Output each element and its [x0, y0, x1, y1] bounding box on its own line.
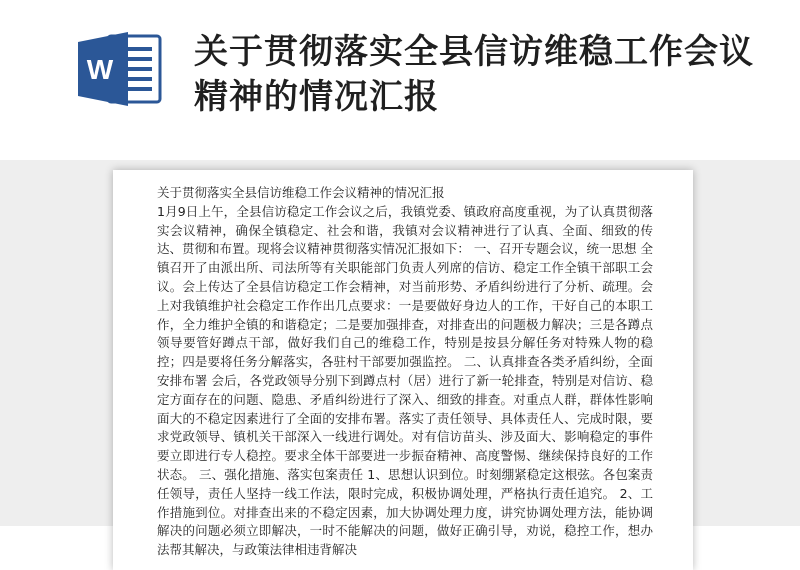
page-title: 关于贯彻落实全县信访维稳工作会议精神的情况汇报: [194, 32, 754, 117]
document-content: [157, 184, 653, 560]
word-document-icon: [76, 30, 164, 108]
document-body: 1月9日上午，全县信访稳定工作会议之后，我镇党委、镇政府高度重视，为了认真贯彻落实会议精神，确保全镇稳定、社会和谐，我镇对会议精神进行了认真、全面、细致的传达、贯彻和布置。现将会议精神贯彻落实情况汇报如下： 一、召开专题会议，统一思想 全镇召开了由派出所、司法所等有关职能部门负责人列席的信访、稳定工作全镇干部职工会议。会上传达了全县信访稳定工作会精神，对当前形势、矛盾纠纷进行了分析、疏理。会上对我镇维护社会稳定工作作出几点要求：一是要做好身边人的工作，干好自己的本职工作，全力维护全镇的和谐稳定；二是要加强排查，对排查出的问题极力解决；三是各蹲点领导要管好蹲点干部，做好我们自己的维稳工作，特别是按县分解任务对特殊人物的稳控；四是要将任务分解落实，各驻村干部要加强监控。 二、认真排查各类矛盾纠纷，全面安排布署 会后，各党政领导分别下到蹲点村（居）进行了新一轮排查，特别是对信访、稳定方面存在的问题、隐患、矛盾纠纷进行了深入、细致的排查。对重点人群，群体性影响面大的不稳定因素进行了全面的安排布署。落实了责任领导、具体责任人、完成时限，要求党政领导、镇机关干部深入一线进行调处。对有信访苗头、涉及面大、影响稳定的事件要立即进行专人稳控。要求全体干部要进一步振奋精神、高度警惕、继续保持良好的工作状态。 三、强化措施、落实包案责任 1、思想认识到位。时刻绷紧稳定这根弦。各包案责任领导，责任人坚持一线工作法，限时完成，积极协调处理，严格执行责任追究。 2、工作措施到位。对排查出来的不稳定因素，加大协调处理力度，讲究协调处理方法，能协调解决的问题必须立即解决，一时不能解决的问题，做好正确引导，劝说，稳控工作，想办法帮其解决，与政策法律相违背解决: [157, 203, 653, 558]
document-header: [0, 0, 800, 150]
document-page: [113, 170, 693, 570]
document-heading: 关于贯彻落实全县信访维稳工作会议精神的情况汇报: [157, 185, 445, 200]
word-icon-letter: W: [86, 54, 114, 85]
